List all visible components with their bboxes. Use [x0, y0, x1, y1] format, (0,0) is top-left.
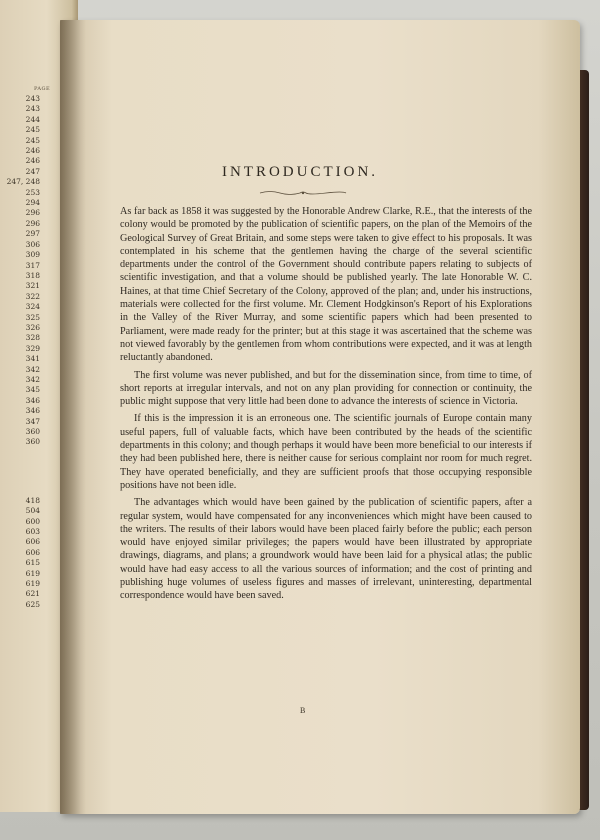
left-page-number: 324 — [25, 302, 40, 312]
left-page-numbers-bottom — [0, 496, 40, 610]
signature-mark: B — [300, 706, 306, 715]
left-page-number: 615 — [25, 558, 40, 568]
left-page-number: 309 — [25, 250, 40, 260]
left-page-number: 606 — [25, 547, 40, 557]
left-page-number: 360 — [25, 427, 40, 436]
left-page-number: 341 — [25, 354, 40, 364]
left-page-number: 606 — [25, 537, 40, 547]
paragraph-4: The advantages which would have been gained by the publication of scientific papers, after a regular system, would have compensated for any inconveniences which might have been caused to the writers. The results of their labors would have been placed fairly before the public; each person would have enjoyed similar privileges; the papers would have been illustrated by appropriate drawings, diagrams, and plans; a groundwork would have been laid for a physical atlas; the public would have had easy access to all the various sources of information; and the cost of printing and publishing huge volumes of useless figures and masses of irrelevant, uninteresting, departmental correspondence would have been saved. — [120, 497, 532, 602]
left-page-number: 297 — [25, 229, 40, 239]
left-page-number: 329 — [25, 343, 40, 353]
left-page-number: 318 — [25, 270, 40, 280]
paragraph-3: If this is the impression it is an erroneous one. The scientific journals of Europe contain many useful papers, full of valuable facts, which have been contributed by the heads of the scientific departments in this colony; and though perhaps it would have been more beneficial to our interests if they had been published here, there is neither cause for serious complaint nor room for much regret. They have operated beneficially, and they are sufficient proofs that those occupying responsible positions have not been idle. — [120, 413, 532, 491]
left-page-number: 418 — [25, 495, 40, 505]
left-page-number: 345 — [25, 385, 40, 395]
left-page-number: 247 — [25, 166, 40, 176]
gutter-shadow — [60, 20, 86, 814]
left-page-number: 625 — [25, 599, 40, 609]
left-page-number: 322 — [25, 291, 40, 301]
body-text — [120, 205, 532, 607]
left-page-number: 296 — [25, 218, 40, 228]
left-page-number: 346 — [25, 395, 40, 405]
left-page-number: 246 — [25, 146, 40, 156]
left-page-number: 328 — [25, 333, 40, 343]
left-page-number: 619 — [25, 579, 40, 589]
left-page-number: 317 — [25, 260, 40, 270]
left-page-number: 296 — [25, 208, 40, 218]
left-page-number: 342 — [25, 364, 40, 374]
left-page-number: 247, 248 — [6, 177, 40, 187]
left-page-number: 621 — [25, 589, 40, 599]
left-page-number: 306 — [25, 239, 40, 249]
left-page-number: 245 — [25, 125, 40, 135]
paragraph-2: The first volume was never published, and but for the dissemination since, from time to time, of short reports at irregular intervals, and not on any plan providing for connection or continuity, the public might suppose that very little had been done to advance the interests of science in Victoria. — [120, 369, 532, 408]
left-page-number: 619 — [25, 568, 40, 578]
left-page-number: 294 — [25, 198, 40, 208]
page-title: INTRODUCTION. — [221, 164, 379, 180]
left-page-number: 347 — [25, 416, 40, 426]
left-page-number: 325 — [25, 312, 40, 322]
left-page-number: 243 — [25, 94, 40, 103]
left-page-number: 245 — [25, 135, 40, 145]
left-page-number: 326 — [25, 322, 40, 332]
left-page-number: 253 — [25, 187, 40, 197]
title-ornament — [258, 190, 348, 196]
left-page-number: 342 — [25, 374, 40, 384]
left-page-number: 504 — [25, 506, 40, 516]
left-page-number: 244 — [25, 114, 40, 124]
left-page-number: 246 — [25, 156, 40, 166]
left-page-number: 600 — [25, 516, 40, 526]
left-page-number: 360 — [25, 437, 40, 447]
left-page-number: 321 — [25, 281, 40, 291]
left-page-number: 603 — [25, 527, 40, 537]
left-page-number: 346 — [25, 406, 40, 416]
left-page-numbers-top — [0, 94, 40, 448]
left-page-number: 243 — [25, 104, 40, 114]
left-page-column-label: PAGE — [34, 86, 51, 92]
paragraph-1: As far back as 1858 it was suggested by the Honorable Andrew Clarke, R.E., that the interests of the colony would be promoted by the publication of scientific papers, on the plan of the Memoirs of the Geological Survey of Great Britain, and some steps were taken to give effect to his proposals. It was contemplated in his scheme that the gentlemen having the charge of the several scientific departments under the control of the Government should contribute papers relating to subjects of scientific investigation, and that a volume should be published yearly. The late Honorable W. C. Haines, at that time Chief Secretary of the Colony, approved of the plan; and, under his instructions, materials were collected for the first volume. Mr. Clement Hodgkinson's Report of his Explorations in the Valley of the River Murray, and some scientific papers which had been presented to Parliament, were made ready for the printer; but at this stage it was ascertained that the scheme was not viewed favorably by the gentlemen from whom contributions were expected, and it was at length reluctantly abandoned. — [120, 206, 532, 364]
